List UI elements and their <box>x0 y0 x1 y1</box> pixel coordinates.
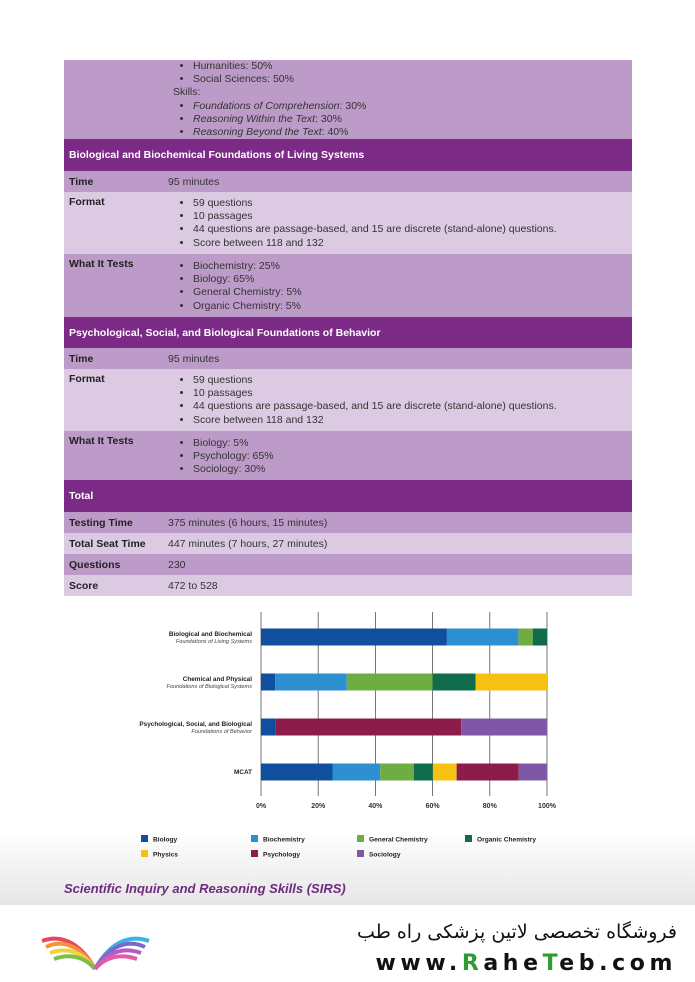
total-row-value: 375 minutes (6 hours, 15 minutes) <box>168 516 328 529</box>
x-tick-label: 100% <box>538 803 556 810</box>
url-part: R <box>461 951 484 976</box>
bar-segment <box>433 674 476 691</box>
list-item: • 44 questions are passage-based, and 15 are discrete (stand-alone) questions. <box>193 223 632 236</box>
legend-swatch <box>141 850 148 857</box>
total-row-value: 472 to 528 <box>168 579 218 592</box>
list-item <box>193 100 632 113</box>
skill-value: : 30% <box>315 112 342 125</box>
bar-segment <box>275 674 347 691</box>
total-row-label: Questions <box>69 558 121 571</box>
list-item: • Sociology: 30% <box>193 463 632 476</box>
skill-name: Reasoning Within the Text <box>193 112 316 125</box>
bio-format-value <box>168 192 632 254</box>
psych-format-label: Format <box>69 373 105 385</box>
url-part: eb.com <box>559 951 677 976</box>
bio-format-label: Format <box>69 196 105 208</box>
list-item: • Biology: 65% <box>193 273 632 286</box>
total-row <box>64 575 632 596</box>
psych-format-value <box>168 369 632 431</box>
list-item: • General Chemistry: 5% <box>193 286 632 299</box>
psych-tests-list <box>168 437 632 477</box>
psych-format-row <box>64 369 632 431</box>
total-row-value: 230 <box>168 558 186 571</box>
bio-time-label: Time <box>69 175 94 188</box>
bar-segment <box>447 629 519 646</box>
category-label: Chemical and Physical <box>182 676 252 683</box>
list-item: • Psychology: 65% <box>193 450 632 463</box>
legend-label: General Chemistry <box>369 836 428 844</box>
url-part: ahe <box>483 951 543 976</box>
url-part: www. <box>375 951 462 976</box>
bar-segment <box>433 764 457 781</box>
legend-label: Sociology <box>369 851 401 859</box>
list-item: • 59 questions <box>193 374 632 387</box>
legend-label: Psychology <box>263 851 301 859</box>
cars-tests-label <box>64 60 168 139</box>
sirs-heading: Scientific Inquiry and Reasoning Skills (SIRS) <box>64 881 346 896</box>
mcat-sections-table <box>64 60 632 596</box>
bar-segment <box>457 764 519 781</box>
category-label: MCAT <box>234 769 252 776</box>
psych-time-row <box>64 348 632 369</box>
list-item: • Score between 118 and 132 <box>193 237 632 250</box>
bio-format-row <box>64 192 632 254</box>
list-item: • 10 passages <box>193 387 632 400</box>
skills-list <box>168 100 632 140</box>
skill-value: : 30% <box>339 99 367 112</box>
bar-segment <box>347 674 433 691</box>
total-row-label: Score <box>69 579 99 592</box>
section-header-total: Total <box>64 480 632 512</box>
x-tick-label: 80% <box>482 803 497 810</box>
cars-content-list <box>168 60 632 86</box>
category-sublabel: Foundations of Living Systems <box>175 639 252 645</box>
skill-name: Reasoning Beyond the Text <box>193 126 322 139</box>
list-item <box>193 113 632 126</box>
bar-segment <box>261 629 447 646</box>
bar-segment <box>261 719 275 736</box>
bio-time-row <box>64 171 632 192</box>
bar-segment <box>414 764 433 781</box>
skills-heading: Skills: <box>173 86 201 99</box>
bar-segment <box>518 629 532 646</box>
x-tick-label: 20% <box>311 803 326 810</box>
bar-segment <box>261 764 333 781</box>
legend-swatch <box>251 850 258 857</box>
psych-tests-row <box>64 431 632 480</box>
list-item: • 10 passages <box>193 210 632 223</box>
legend-label: Biology <box>153 836 178 844</box>
list-item: • Score between 118 and 132 <box>193 414 632 427</box>
cars-tests-row <box>64 60 632 139</box>
legend-label: Biochemistry <box>263 836 305 844</box>
total-row-value: 447 minutes (7 hours, 27 minutes) <box>168 537 328 550</box>
footer-banner <box>0 905 695 982</box>
bio-format-list <box>168 197 632 250</box>
list-item: • 44 questions are passage-based, and 15 are discrete (stand-alone) questions. <box>193 400 632 413</box>
bar-segment <box>476 674 548 691</box>
url-part: T <box>542 951 560 976</box>
legend-swatch <box>141 835 148 842</box>
skill-value: : 40% <box>321 126 349 139</box>
bar-segment <box>461 719 547 736</box>
legend-swatch <box>357 850 364 857</box>
bio-tests-value <box>168 254 632 317</box>
bio-tests-label: What It Tests <box>69 258 134 270</box>
list-item: • 59 questions <box>193 197 632 210</box>
legend-label: Organic Chemistry <box>477 836 536 844</box>
list-item: • Humanities: 50% <box>193 60 632 73</box>
list-item: • Organic Chemistry: 5% <box>193 300 632 313</box>
psych-time-value: 95 minutes <box>168 352 220 365</box>
bar-segment <box>261 674 275 691</box>
bio-tests-list <box>168 260 632 313</box>
bio-time-value: 95 minutes <box>168 175 220 188</box>
section-header-psych: Psychological, Social, and Biological Foundations of Behavior <box>64 317 632 348</box>
psych-time-label: Time <box>69 352 94 365</box>
open-book-logo-icon <box>38 919 153 977</box>
total-row <box>64 512 632 533</box>
cars-tests-value <box>168 60 632 139</box>
list-item: • Biology: 5% <box>193 437 632 450</box>
list-item <box>193 126 632 139</box>
category-label: Biological and Biochemical <box>168 631 252 638</box>
list-item: • Social Sciences: 50% <box>193 73 632 86</box>
store-name-persian: فروشگاه تخصصی لاتین پزشکی راه طب <box>357 921 677 943</box>
website-url <box>375 951 677 976</box>
category-label: Psychological, Social, and Biological <box>139 721 252 728</box>
bar-segment <box>533 629 547 646</box>
legend-swatch <box>465 835 472 842</box>
total-row-label: Testing Time <box>69 516 133 529</box>
x-tick-label: 0% <box>255 803 267 810</box>
skill-name: Foundations of Comprehension <box>193 99 340 112</box>
stacked-bar-chart <box>0 600 695 870</box>
bar-segment <box>380 764 413 781</box>
psych-tests-value <box>168 431 632 480</box>
x-tick-label: 60% <box>425 803 440 810</box>
bar-segment <box>275 719 461 736</box>
legend-swatch <box>357 835 364 842</box>
legend-label: Physics <box>153 851 178 859</box>
psych-tests-label: What It Tests <box>69 435 134 447</box>
legend-swatch <box>251 835 258 842</box>
bar-segment <box>519 764 548 781</box>
psych-format-list <box>168 374 632 427</box>
list-item: • Biochemistry: 25% <box>193 260 632 273</box>
section-header-bio: Biological and Biochemical Foundations of Living Systems <box>64 139 632 171</box>
category-sublabel: Foundations of Biological Systems <box>166 684 252 690</box>
total-row <box>64 554 632 575</box>
total-row-label: Total Seat Time <box>69 537 146 550</box>
bio-tests-row <box>64 254 632 317</box>
bar-segment <box>333 764 381 781</box>
category-sublabel: Foundations of Behavior <box>191 729 252 735</box>
total-row <box>64 533 632 554</box>
x-tick-label: 40% <box>368 803 383 810</box>
